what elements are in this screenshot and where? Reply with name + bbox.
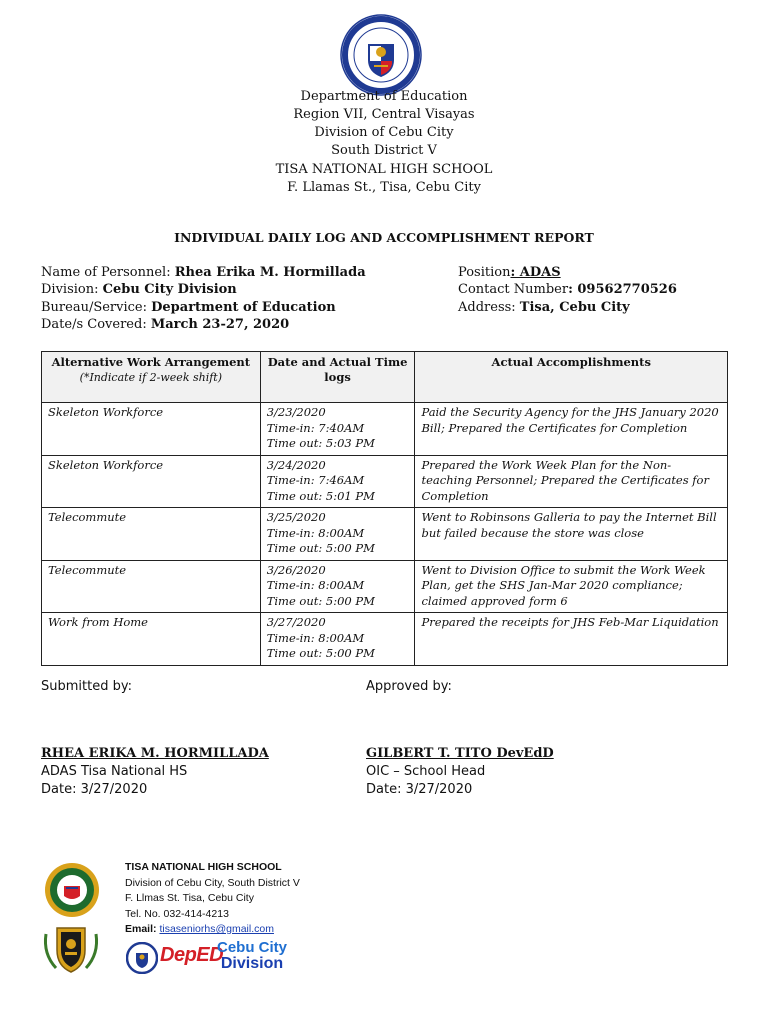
bureau-label: Bureau/Service: xyxy=(41,300,152,315)
row-time-in: Time-in: 8:00AM xyxy=(266,630,365,645)
row-time-in: Time-in: 7:40AM xyxy=(266,420,365,435)
contact-label: Contact Number xyxy=(458,282,569,297)
row-arrangement: Skeleton Workforce xyxy=(42,403,261,456)
row-accomplishment: Prepared the receipts for JHS Feb-Mar Liquidation xyxy=(415,613,728,666)
submitted-by-label: Submitted by: xyxy=(41,679,132,694)
row-timelogs xyxy=(260,613,415,666)
row-date: 3/26/2020 xyxy=(266,562,326,577)
contact-value: : 09562770526 xyxy=(568,282,677,297)
address-label: Address: xyxy=(458,300,520,315)
division-value: Cebu City Division xyxy=(102,282,237,297)
footer-email-line xyxy=(125,922,300,938)
report-title: INDIVIDUAL DAILY LOG AND ACCOMPLISHMENT REPORT xyxy=(174,230,594,245)
personnel-position xyxy=(458,264,561,282)
position-label: Position xyxy=(458,265,511,280)
table-row xyxy=(42,560,728,613)
row-time-out: Time out: 5:00 PM xyxy=(266,541,375,555)
personnel-dates xyxy=(41,316,289,334)
row-timelogs xyxy=(260,403,415,456)
submitter-role: ADAS Tisa National HS xyxy=(41,764,188,779)
header-department: Department of Education xyxy=(300,89,468,104)
daily-log-table xyxy=(41,351,728,666)
name-label: Name of Personnel: xyxy=(41,265,175,280)
row-time-out: Time out: 5:03 PM xyxy=(266,436,375,450)
shs-crest-icon xyxy=(40,922,102,978)
row-date: 3/27/2020 xyxy=(266,615,326,629)
header-district: South District V xyxy=(331,143,437,158)
row-arrangement: Telecommute xyxy=(42,560,261,613)
row-arrangement: Telecommute xyxy=(42,508,261,561)
header-division: Division of Cebu City xyxy=(314,125,454,140)
row-arrangement: Skeleton Workforce xyxy=(42,455,261,508)
row-timelogs xyxy=(260,508,415,561)
address-value: Tisa, Cebu City xyxy=(519,300,630,315)
division-logo-line1: Cebu City xyxy=(216,939,287,956)
approved-by-label: Approved by: xyxy=(366,679,452,694)
name-value: Rhea Erika M. Hormillada xyxy=(174,265,366,280)
footer-address: F. Llmas St. Tisa, Cebu City xyxy=(125,892,254,904)
footer-tel: Tel. No. 032-414-4213 xyxy=(125,907,229,920)
row-time-out: Time out: 5:00 PM xyxy=(266,646,375,660)
header-accomplishments: Actual Accomplishments xyxy=(415,352,728,403)
table-row xyxy=(42,455,728,508)
division-label: Division: xyxy=(41,282,103,297)
personnel-name xyxy=(41,264,366,282)
approver-role: OIC – School Head xyxy=(366,764,486,779)
row-time-out: Time out: 5:00 PM xyxy=(266,593,375,608)
header-arrangement-note: (*Indicate if 2-week shift) xyxy=(79,371,223,384)
header-school: TISA NATIONAL HIGH SCHOOL xyxy=(275,162,493,177)
deped-small-seal-icon xyxy=(126,942,158,974)
row-date: 3/25/2020 xyxy=(266,510,326,524)
personnel-division xyxy=(41,281,237,299)
deped-seal-icon xyxy=(340,14,422,96)
approver-date: Date: 3/27/2020 xyxy=(366,782,473,797)
submitter-signature-block xyxy=(41,745,269,799)
cebu-city-division-logo xyxy=(216,940,288,972)
header-address: F. Llamas St., Tisa, Cebu City xyxy=(287,180,481,195)
submitter-date: Date: 3/27/2020 xyxy=(41,782,148,797)
approver-signature-block xyxy=(366,745,554,799)
personnel-bureau xyxy=(41,299,336,317)
row-timelogs xyxy=(260,455,415,508)
dates-value: March 23-27, 2020 xyxy=(150,317,290,332)
row-accomplishment: Went to Division Office to submit the Work Week Plan, get the SHS Jan-Mar 2020 compliance; claimed approved form 6 xyxy=(415,560,728,613)
header-arrangement xyxy=(42,352,261,403)
footer-email-label: Email: xyxy=(125,923,160,935)
table-header-row xyxy=(42,352,728,403)
deped-logo-text: DepED xyxy=(160,944,224,966)
footer-school: TISA NATIONAL HIGH SCHOOL xyxy=(125,861,282,873)
personnel-contact xyxy=(458,281,677,299)
approver-name: GILBERT T. TITO DevEdD xyxy=(366,746,554,761)
header-region: Region VII, Central Visayas xyxy=(293,107,475,122)
bureau-value: Department of Education xyxy=(151,300,336,315)
footer-contact xyxy=(125,860,300,938)
row-date: 3/24/2020 xyxy=(266,457,326,472)
table-row xyxy=(42,508,728,561)
row-accomplishment: Prepared the Work Week Plan for the Non-teaching Personnel; Prepared the Certificates for Completion xyxy=(415,455,728,508)
header-date-timelogs: Date and Actual Time logs xyxy=(260,352,415,403)
row-arrangement: Work from Home xyxy=(42,613,261,666)
dates-label: Date/s Covered: xyxy=(41,317,151,332)
school-logo-icon xyxy=(44,862,100,918)
header-arrangement-label: Alternative Work Arrangement xyxy=(51,355,251,369)
table-row xyxy=(42,613,728,666)
submitter-name: RHEA ERIKA M. HORMILLADA xyxy=(41,746,269,761)
row-accomplishment: Went to Robinsons Galleria to pay the Internet Bill but failed because the store was close xyxy=(415,508,728,561)
division-logo-line2: Division xyxy=(220,955,284,972)
row-time-in: Time-in: 8:00AM xyxy=(266,525,365,540)
table-row xyxy=(42,403,728,456)
row-time-in: Time-in: 7:46AM xyxy=(266,473,365,487)
row-date: 3/23/2020 xyxy=(266,405,326,419)
row-time-in: Time-in: 8:00AM xyxy=(266,578,365,592)
footer-email-link[interactable]: tisaseniorhs@gmail.com xyxy=(159,923,274,935)
row-timelogs xyxy=(260,560,415,613)
row-time-out: Time out: 5:01 PM xyxy=(266,488,375,503)
personnel-address xyxy=(458,299,630,317)
position-value: : ADAS xyxy=(510,265,561,280)
row-accomplishment: Paid the Security Agency for the JHS January 2020 Bill; Prepared the Certificates for Completion xyxy=(415,403,728,456)
footer-division: Division of Cebu City, South District V xyxy=(125,876,300,889)
